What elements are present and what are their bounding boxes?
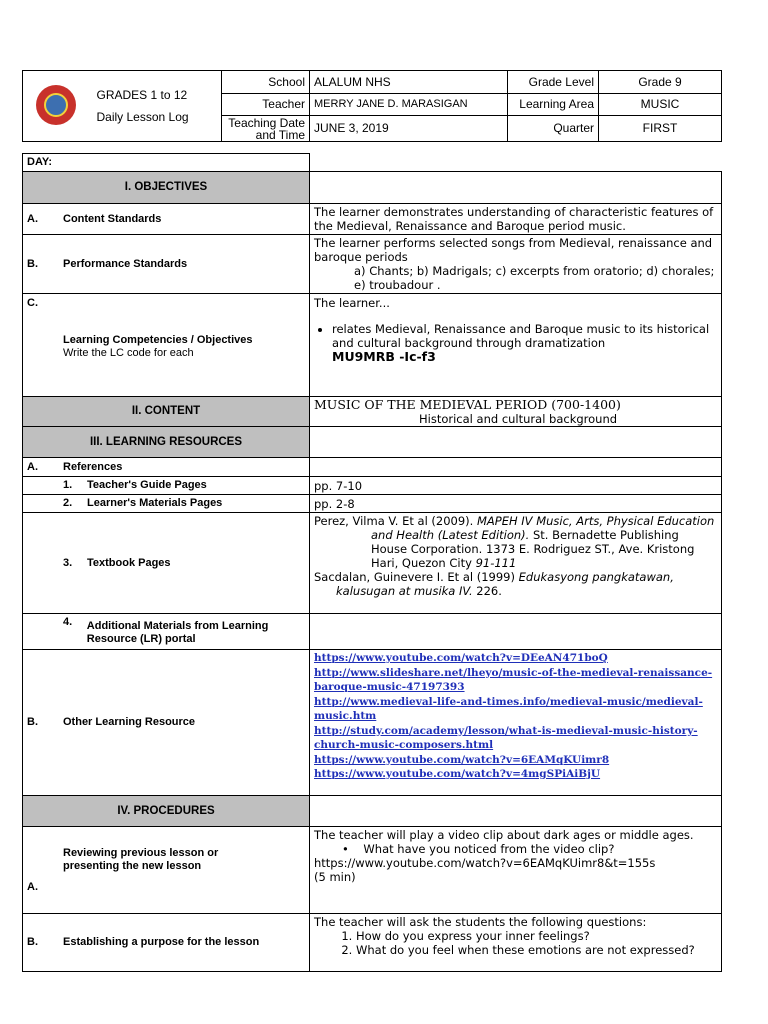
daily-lesson-log-label: Daily Lesson Log [96,110,189,124]
header-table [22,70,722,142]
day-label: DAY: [23,154,310,172]
references-value [310,458,722,477]
content-text: MUSIC OF THE MEDIEVAL PERIOD (700-1400) Historical and cultural background [310,397,722,427]
teaching-date-value: JUNE 3, 2019 [310,116,508,142]
learning-competencies-label: C. Learning Competencies / Objectives Write the LC code for each [23,294,310,397]
objectives-heading-value [310,172,722,204]
grade-level-value: Grade 9 [599,71,722,94]
textbook-ref-2: Sacdalan, Guinevere I. Et al (1999) Edukasyong pangkatawan, kalusugan at musika IV. 226. [314,570,674,598]
procedures-heading-value [310,796,722,827]
objectives-heading: I. OBJECTIVES [23,172,310,204]
lc-code: MU9MRB -Ic-f3 [332,349,436,364]
textbook-pages-value [310,513,722,614]
performance-standards-text: The learner performs selected songs from Medieval, renaissance and baroque periods a) Chants; b) Madrigals; c) excerpts from oratorio; d) chorales; e) troubadour . [310,235,722,294]
school-value: ALALUM NHS [310,71,508,94]
textbook-pages-label: 3. Textbook Pages [23,513,310,614]
teaching-date-label: Teaching Date and Time [222,116,310,142]
reviewing-lesson-text: The teacher will play a video clip about dark ages or middle ages. • What have you noticed from the video clip? https://www.youtube.com/watch?v=6EAMqKUimr8&t=155s (5 min) [310,827,722,914]
references-label: A. References [23,458,310,477]
teacher-label: Teacher [222,94,310,116]
resource-link[interactable]: https://www.youtube.com/watch?v=DEeAN471boQ [314,652,608,664]
reviewing-video-url: https://www.youtube.com/watch?v=6EAMqKUimr8&t=155s [314,856,656,870]
competency-bullet: • relates Medieval, Renaissance and Baroque music to its historical and cultural background through dramatization [332,322,717,350]
learning-area-label: Learning Area [508,94,599,116]
reviewing-lesson-label: Reviewing previous lesson or presenting the new lesson A. [23,827,310,914]
day-value [310,154,722,172]
purpose-question: 2. What do you feel when these emotions are not expressed? [356,943,717,957]
learning-resources-value [310,427,722,458]
learners-materials-value: pp. 2-8 [310,495,722,513]
other-learning-resource-label: B. Other Learning Resource [23,650,310,796]
learning-area-value: MUSIC [599,94,722,116]
procedures-heading: IV. PROCEDURES [23,796,310,827]
establishing-purpose-text: The teacher will ask the students the following questions: 1. How do you express your inner feelings? 2. What do you feel when these emotions are not expressed? [310,914,722,972]
establishing-purpose-label: B. Establishing a purpose for the lesson [23,914,310,972]
quarter-label: Quarter [508,116,599,142]
school-label: School [222,71,310,94]
school-logo-cell [23,71,89,142]
reviewing-time: (5 min) [314,870,356,884]
resource-link[interactable]: http://www.slideshare.net/lheyo/music-of-the-medieval-renaissance-baroque-music-47197393 [314,666,713,693]
other-learning-resource-links [310,650,722,796]
reviewing-bullet: • What have you noticed from the video clip? [342,842,615,856]
grade-level-label: Grade Level [508,71,599,94]
log-title-cell [89,71,222,142]
resource-link[interactable]: https://www.youtube.com/watch?v=6EAMqKUimr8 [314,753,610,766]
lesson-log-table [22,153,722,972]
grades-label: GRADES 1 to 12 [96,88,188,102]
resource-link[interactable]: http://www.medieval-life-and-times.info/medieval-music/medieval-music.htm [314,695,703,722]
deped-seal-icon [36,85,76,125]
learners-materials-label: 2. Learner's Materials Pages [23,495,310,513]
resource-link[interactable]: https://www.youtube.com/watch?v=4mgSPiAiBjU [314,768,601,780]
resource-link[interactable]: http://study.com/academy/lesson/what-is-medieval-music-history-church-music-composers.html [314,724,698,751]
purpose-question: 1. How do you express your inner feelings? [356,929,717,943]
content-standards-text: The learner demonstrates understanding of characteristic features of the Medieval, Renaissance and Baroque period music. [310,204,722,235]
teachers-guide-label: 1. Teacher's Guide Pages [23,477,310,495]
performance-standards-label: B. Performance Standards [23,235,310,294]
learning-competencies-text: The learner... • relates Medieval, Renaissance and Baroque music to its historical and cultural background through dramatization MU9MRB -Ic-f3 [310,294,722,397]
teachers-guide-value: pp. 7-10 [310,477,722,495]
additional-materials-value [310,614,722,650]
content-heading: II. CONTENT [23,397,310,427]
teacher-value: MERRY JANE D. MARASIGAN [310,94,508,116]
additional-materials-label: 4. Additional Materials from Learning Resource (LR) portal [23,614,310,650]
textbook-ref-1: Perez, Vilma V. Et al (2009). MAPEH IV Music, Arts, Physical Education and Health (Latest Edition). St. Bernadette Publishing House Corporation. 1373 E. Rodriguez ST., Ave. Kristong Hari, Quezon City 91-111 [314,514,715,570]
learning-resources-heading: III. LEARNING RESOURCES [23,427,310,458]
content-standards-label: A. Content Standards [23,204,310,235]
quarter-value: FIRST [599,116,722,142]
